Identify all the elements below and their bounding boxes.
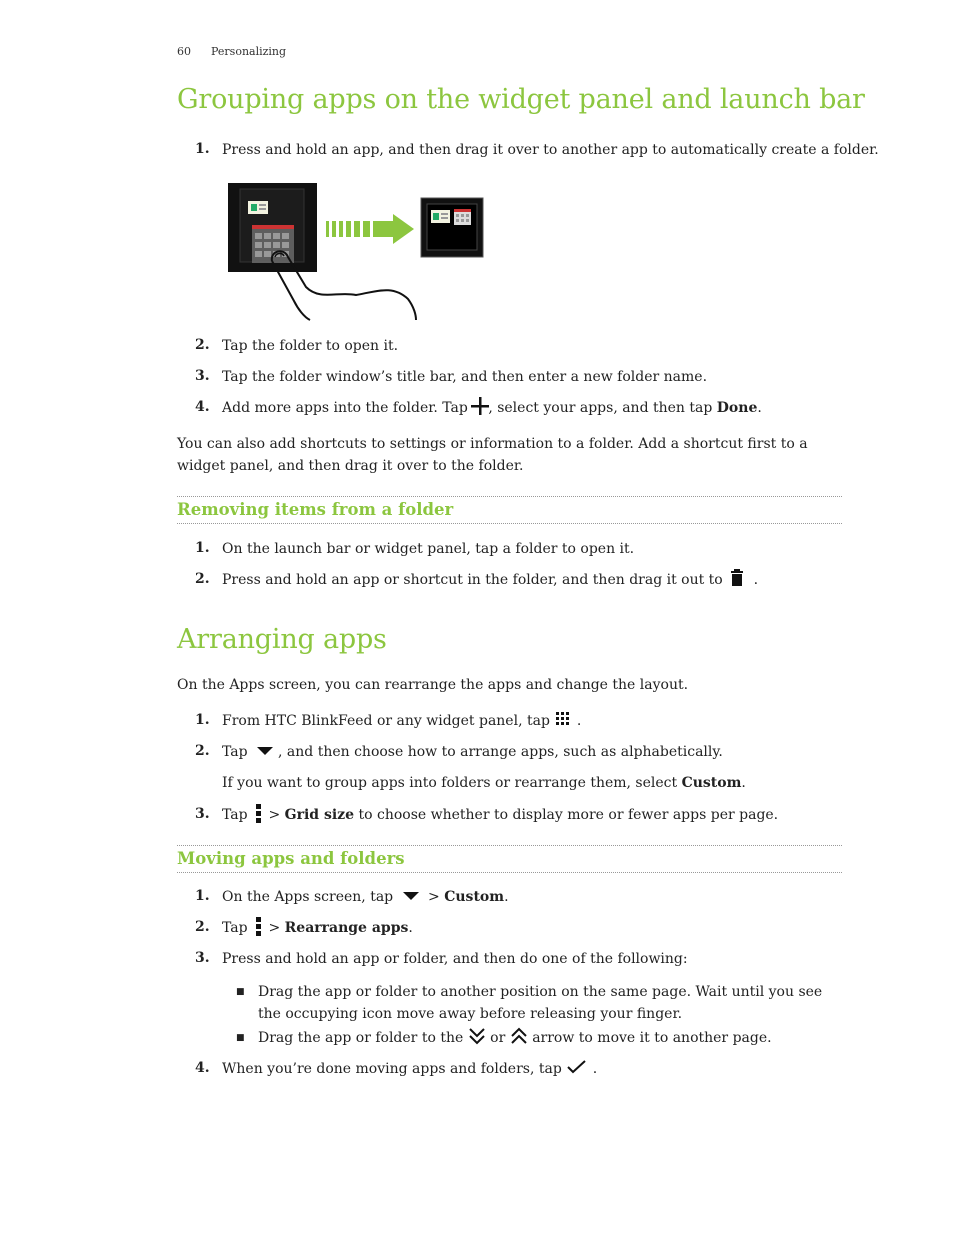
step-number: 1. (195, 712, 210, 728)
step-text: Press and hold an app or shortcut in the folder, and then drag it out to . (222, 569, 758, 591)
heading-arranging-apps: Arranging apps (177, 624, 387, 655)
step-text: From HTC BlinkFeed or any widget panel, tap . (222, 710, 581, 732)
heading-grouping-apps: Grouping apps on the widget panel and launch bar (177, 84, 865, 115)
divider (177, 523, 842, 524)
step-number: 1. (195, 540, 210, 556)
step-text: Press and hold an app, and then drag it over to another app to automatically create a folder. (222, 142, 879, 158)
step-text: Tap , and then choose how to arrange apps, such as alphabetically. (222, 744, 723, 760)
step-text: Tap the folder window’s title bar, and then enter a new folder name. (222, 369, 708, 385)
step-number: 4. (195, 1060, 210, 1076)
trash-icon (727, 568, 749, 588)
divider (177, 496, 842, 497)
paragraph: On the Apps screen, you can rearrange the apps and change the layout. (177, 677, 689, 693)
step-number: 3. (195, 950, 210, 966)
menu-more-icon (252, 916, 264, 936)
folder-creation-illustration (228, 183, 488, 323)
step-number: 3. (195, 806, 210, 822)
dropdown-arrow-icon (398, 888, 424, 904)
bullet-marker: ■ (236, 1033, 245, 1043)
apps-grid-icon (554, 710, 572, 728)
step-text: Tap > Rearrange apps. (222, 917, 413, 939)
divider (177, 872, 842, 873)
step-text: On the Apps screen, tap > Custom. (222, 889, 509, 905)
bullet-text: Drag the app or folder to the or arrow to move it to another page. (258, 1027, 828, 1049)
step-number: 2. (195, 743, 210, 759)
step-number: 1. (195, 141, 210, 157)
step-text: When you’re done moving apps and folders, tap . (222, 1058, 597, 1080)
page-number: 60 (177, 45, 191, 58)
bullet-marker: ■ (236, 987, 245, 997)
step-text: Add more apps into the folder. Tap , select your apps, and then tap Done. (222, 397, 762, 419)
step-number: 2. (195, 337, 210, 353)
chevron-double-down-icon (468, 1026, 486, 1046)
step-number: 3. (195, 368, 210, 384)
step-text: Press and hold an app or folder, and then do one of the following: (222, 951, 688, 967)
step-number: 2. (195, 919, 210, 935)
paragraph: You can also add shortcuts to settings or information to a folder. Add a shortcut first to a widget panel, and then drag it over to the folder. (177, 436, 808, 474)
bullet-text: Drag the app or folder to another position on the same page. Wait until you see the occupying icon move away before releasing your finger. (258, 984, 823, 1022)
step-text: On the launch bar or widget panel, tap a folder to open it. (222, 541, 635, 557)
step-number: 4. (195, 399, 210, 415)
step-text: Tap the folder to open it. (222, 338, 399, 354)
step-number: 1. (195, 888, 210, 904)
heading-moving-apps: Moving apps and folders (177, 849, 405, 868)
step-number: 2. (195, 571, 210, 587)
menu-more-icon (252, 803, 264, 823)
section-name: Personalizing (211, 45, 287, 58)
checkmark-icon (566, 1058, 588, 1076)
heading-removing-items: Removing items from a folder (177, 500, 454, 519)
chevron-double-up-icon (510, 1026, 528, 1046)
divider (177, 845, 842, 846)
dropdown-arrow-icon (252, 743, 278, 759)
note-text: If you want to group apps into folders or rearrange them, select Custom. (222, 775, 746, 791)
step-text: Tap > Grid size to choose whether to display more or fewer apps per page. (222, 804, 778, 826)
